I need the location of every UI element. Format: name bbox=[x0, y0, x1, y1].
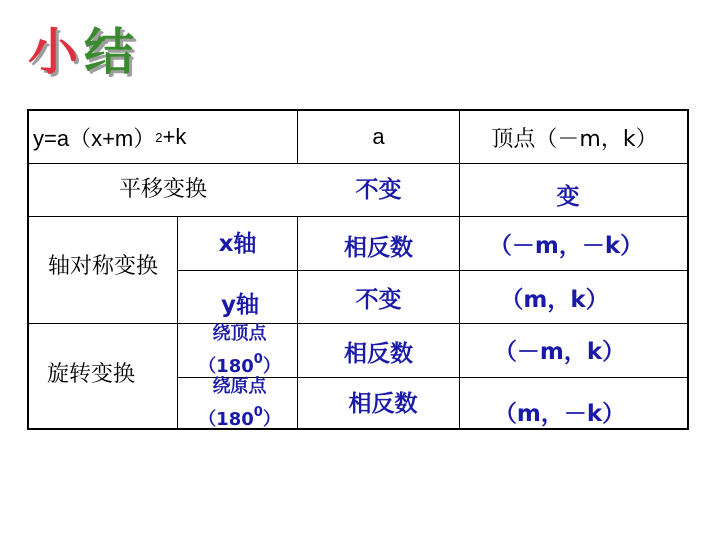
formula-prefix: y=a（x+m） bbox=[33, 125, 156, 151]
rotation-vertex-vertex: （－m，k） bbox=[493, 338, 626, 365]
header-vertex: 顶点（－m，k） bbox=[491, 126, 658, 152]
rotation-vertex-line1: 绕顶点 bbox=[212, 323, 267, 344]
axis-x-label: x轴 bbox=[218, 230, 257, 257]
axis-y-label: y轴 bbox=[221, 291, 259, 318]
translation-vertex: 变 bbox=[556, 183, 580, 210]
rotation-vertex-label bbox=[178, 324, 301, 377]
rotation-vertex-angle: （180 bbox=[198, 356, 254, 377]
axis-symmetry-label: 轴对称变换 bbox=[47, 253, 158, 279]
translation-label: 平移变换 bbox=[118, 176, 207, 202]
rotation-origin-line2 bbox=[198, 400, 281, 433]
translation-a: 不变 bbox=[355, 176, 402, 203]
axis-y-vertex: （m，k） bbox=[500, 286, 609, 313]
rotation-vertex-a: 相反数 bbox=[344, 340, 413, 367]
formula-suffix: +k bbox=[162, 124, 187, 149]
slide-title bbox=[28, 22, 140, 82]
degree-sup: 0 bbox=[253, 405, 263, 420]
header-formula bbox=[33, 111, 297, 163]
rotation-origin-angle: （180 bbox=[198, 409, 254, 430]
title-char-2: 结 bbox=[84, 23, 140, 81]
axis-x-a: 相反数 bbox=[344, 235, 413, 261]
rotation-origin-line1: 绕原点 bbox=[212, 376, 267, 397]
axis-x-vertex: （－m，－k） bbox=[488, 233, 644, 259]
rotation-origin-close: ） bbox=[262, 409, 281, 430]
formula-exponent: 2 bbox=[155, 129, 163, 145]
rotation-origin-a: 相反数 bbox=[348, 390, 418, 417]
rotation-origin-vertex: （m，－k） bbox=[493, 400, 626, 427]
degree-sup: 0 bbox=[253, 352, 263, 367]
rotation-label: 旋转变换 bbox=[46, 361, 135, 387]
rotation-origin-label bbox=[178, 377, 301, 430]
header-a: a bbox=[372, 124, 385, 149]
summary-table bbox=[27, 109, 689, 430]
rotation-vertex-close: ） bbox=[262, 356, 281, 377]
axis-y-a: 不变 bbox=[355, 286, 402, 313]
title-char-1: 小 bbox=[28, 23, 84, 81]
